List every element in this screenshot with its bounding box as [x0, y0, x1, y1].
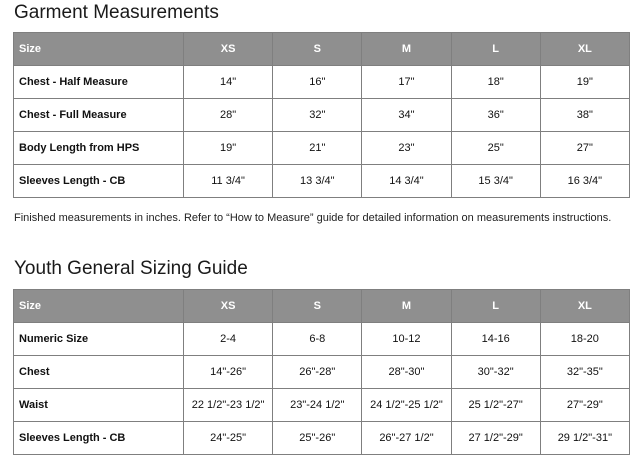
row-label: Sleeves Length - CB: [14, 165, 184, 198]
table-cell: 27"-29": [540, 389, 629, 422]
table-cell: 16 3/4": [540, 165, 629, 198]
table-cell: 14"-26": [184, 356, 273, 389]
table-cell: 25 1/2"-27": [451, 389, 540, 422]
table-cell: 16": [273, 66, 362, 99]
table-row: [14, 356, 630, 389]
table-cell: 14 3/4": [362, 165, 451, 198]
table-cell: 36": [451, 99, 540, 132]
table-cell: 24"-25": [184, 422, 273, 455]
row-label: Sleeves Length - CB: [14, 422, 184, 455]
table-row: [14, 66, 630, 99]
table-cell: 23": [362, 132, 451, 165]
header-cell-xl: XL: [540, 33, 629, 66]
table-cell: 32": [273, 99, 362, 132]
youth-sizing-table: [13, 289, 630, 455]
table-cell: 24 1/2"-25 1/2": [362, 389, 451, 422]
row-label: Body Length from HPS: [14, 132, 184, 165]
table-cell: 26"-28": [273, 356, 362, 389]
header-cell-s: S: [273, 33, 362, 66]
table-cell: 18": [451, 66, 540, 99]
garment-measurements-title: Garment Measurements: [14, 2, 219, 23]
row-label: Chest - Full Measure: [14, 99, 184, 132]
table-header-row: [14, 33, 630, 66]
table-cell: 21": [273, 132, 362, 165]
table-row: [14, 165, 630, 198]
table-row: [14, 99, 630, 132]
table-cell: 25"-26": [273, 422, 362, 455]
header-cell-m: M: [362, 290, 451, 323]
table-cell: 22 1/2"-23 1/2": [184, 389, 273, 422]
table-row: [14, 389, 630, 422]
header-cell-xs: XS: [184, 290, 273, 323]
table-cell: 19": [540, 66, 629, 99]
measurements-note: Finished measurements in inches. Refer to “How to Measure” guide for detailed information on measurements instructions.: [14, 212, 612, 224]
table-row: [14, 132, 630, 165]
header-cell-xl: XL: [540, 290, 629, 323]
header-cell-size: Size: [14, 290, 184, 323]
table-cell: 13 3/4": [273, 165, 362, 198]
table-cell: 15 3/4": [451, 165, 540, 198]
table-cell: 11 3/4": [184, 165, 273, 198]
table-cell: 29 1/2"-31": [540, 422, 629, 455]
row-label: Waist: [14, 389, 184, 422]
table-cell: 38": [540, 99, 629, 132]
table-cell: 26"-27 1/2": [362, 422, 451, 455]
row-label: Chest: [14, 356, 184, 389]
youth-sizing-guide-title: Youth General Sizing Guide: [14, 258, 248, 279]
table-row: [14, 422, 630, 455]
table-cell: 10-12: [362, 323, 451, 356]
table-cell: 28"-30": [362, 356, 451, 389]
table-header-row: [14, 290, 630, 323]
table-cell: 25": [451, 132, 540, 165]
table-cell: 32"-35": [540, 356, 629, 389]
table-cell: 34": [362, 99, 451, 132]
header-cell-l: L: [451, 33, 540, 66]
table-cell: 17": [362, 66, 451, 99]
row-label: Chest - Half Measure: [14, 66, 184, 99]
table-cell: 14-16: [451, 323, 540, 356]
table-cell: 27": [540, 132, 629, 165]
table-cell: 18-20: [540, 323, 629, 356]
table-cell: 19": [184, 132, 273, 165]
header-cell-xs: XS: [184, 33, 273, 66]
table-row: [14, 323, 630, 356]
table-cell: 14": [184, 66, 273, 99]
table-cell: 30"-32": [451, 356, 540, 389]
table-cell: 27 1/2"-29": [451, 422, 540, 455]
header-cell-size: Size: [14, 33, 184, 66]
row-label: Numeric Size: [14, 323, 184, 356]
table-cell: 2-4: [184, 323, 273, 356]
header-cell-m: M: [362, 33, 451, 66]
table-cell: 6-8: [273, 323, 362, 356]
header-cell-l: L: [451, 290, 540, 323]
table-cell: 28": [184, 99, 273, 132]
header-cell-s: S: [273, 290, 362, 323]
garment-measurements-table: [13, 32, 630, 198]
table-cell: 23"-24 1/2": [273, 389, 362, 422]
